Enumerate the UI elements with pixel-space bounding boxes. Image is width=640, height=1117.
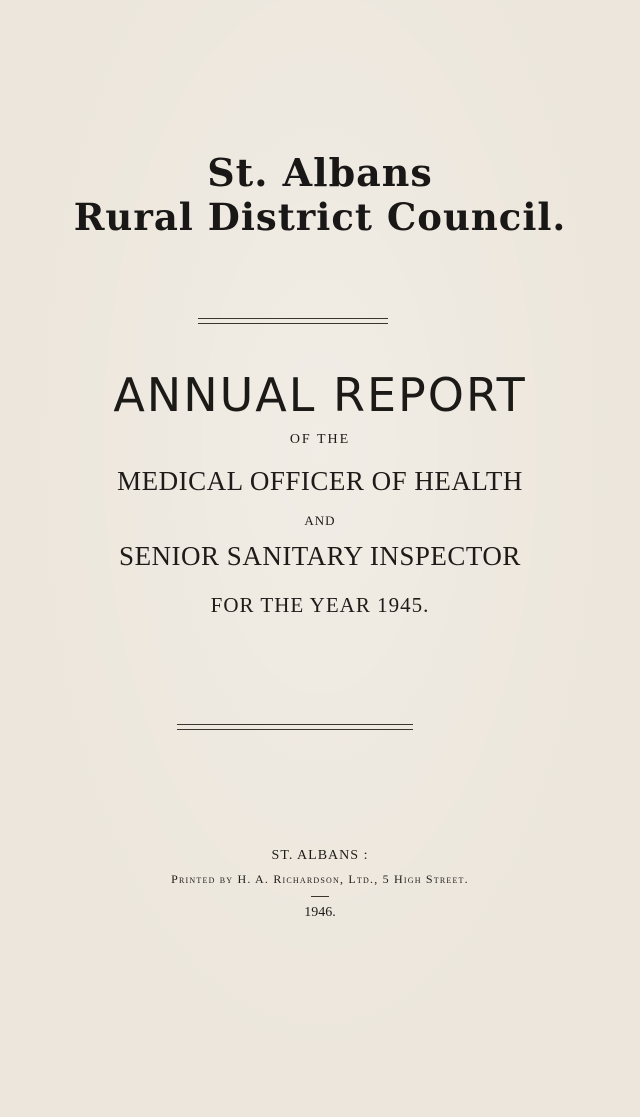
inspector-title: SENIOR SANITARY INSPECTOR <box>119 541 521 571</box>
imprint-dash <box>311 896 329 897</box>
council-title-line1: St. Albans <box>207 150 433 195</box>
imprint-place: ST. ALBANS : <box>271 848 369 863</box>
officer-title: MEDICAL OFFICER OF HEALTH <box>117 466 523 496</box>
imprint-date: 1946. <box>304 905 336 920</box>
of-the-label: OF THE <box>289 432 351 447</box>
double-rule-bottom <box>177 724 413 730</box>
imprint-printer: Printed by H. A. Richardson, Ltd., 5 High Street. <box>171 872 469 886</box>
report-year: FOR THE YEAR 1945. <box>210 593 430 617</box>
and-label: AND <box>304 513 336 528</box>
double-rule-top <box>198 318 388 324</box>
report-heading: ANNUAL REPORT <box>113 368 527 422</box>
council-title-line2: Rural District Council. <box>73 195 567 239</box>
